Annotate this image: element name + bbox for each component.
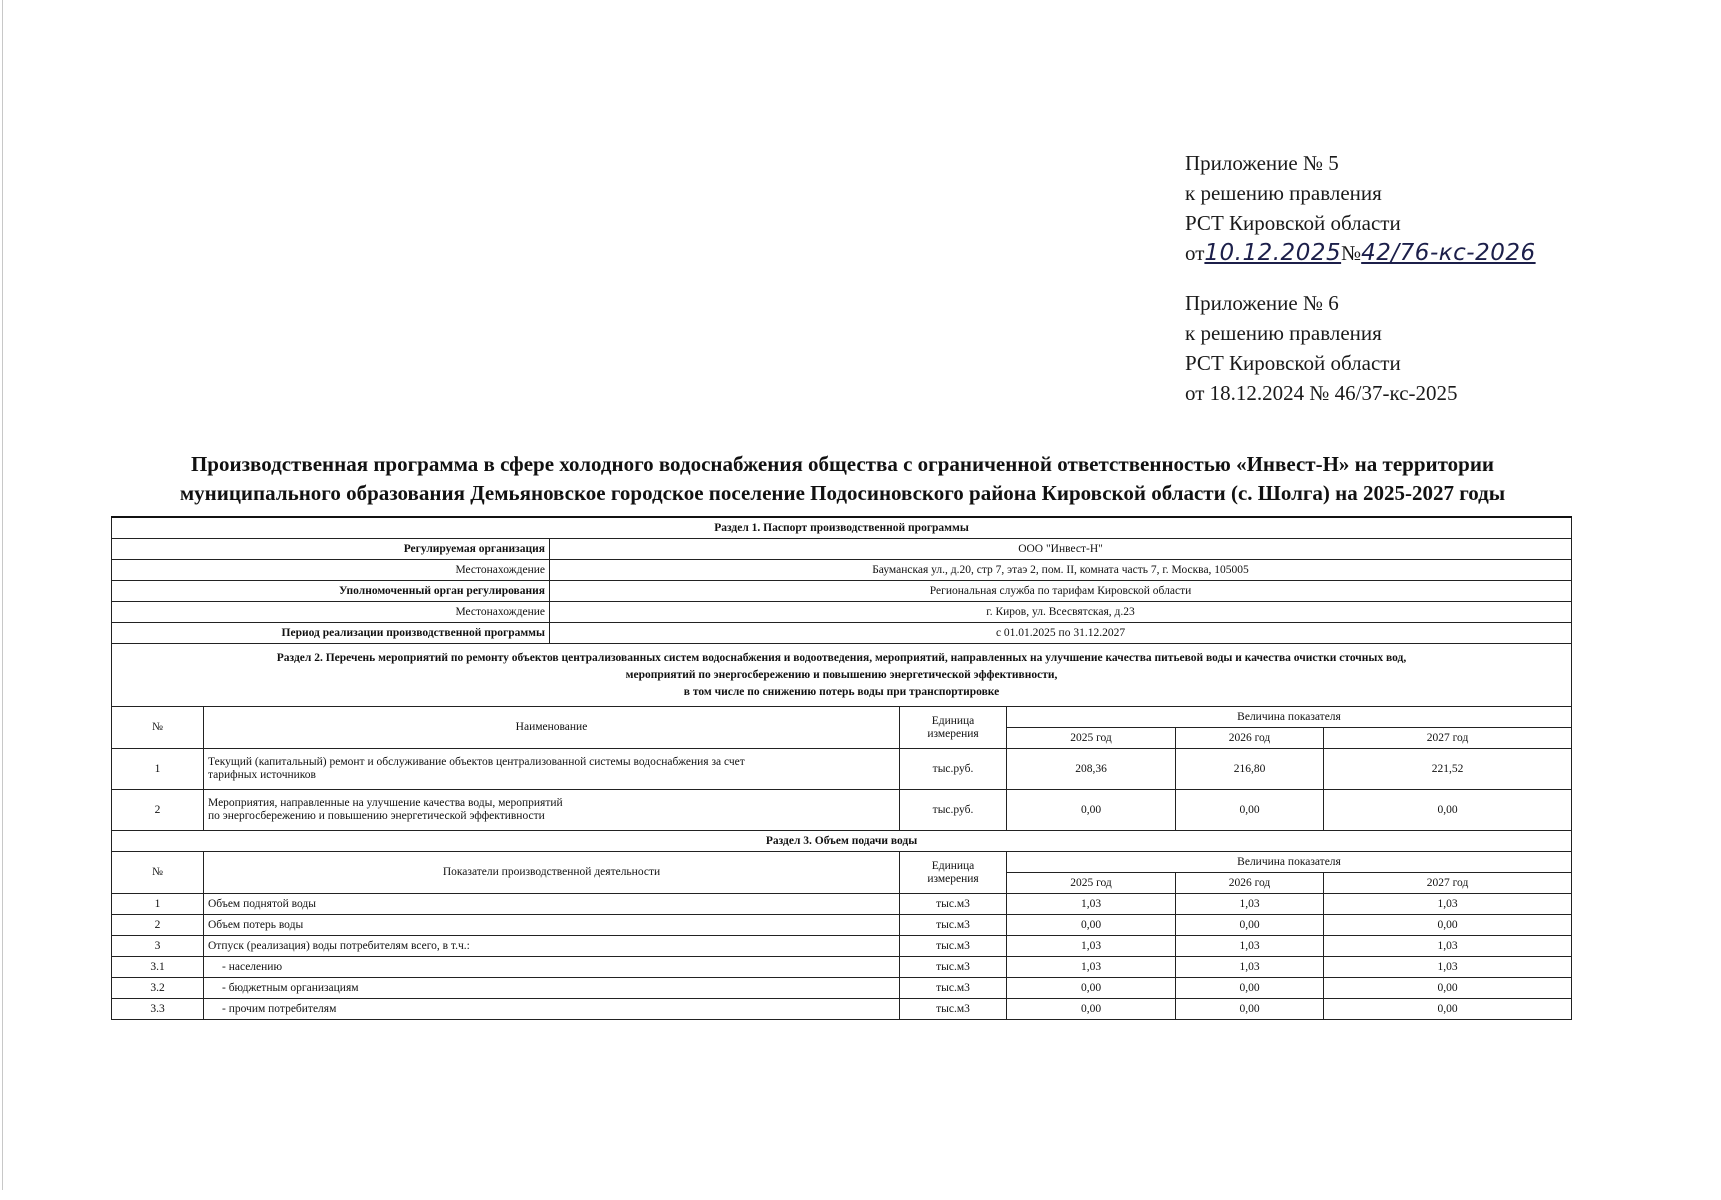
- col-unit-header: [900, 852, 1007, 894]
- row-name: Объем потерь воды: [204, 915, 900, 936]
- document-title-line2: муниципального образования Демьяновское городское поселение Подосиновского района Кировской области (с. Шолга) на 2025-2027 годы: [179, 481, 1506, 505]
- row-number: 3: [112, 936, 204, 957]
- year-header: 2026 год: [1176, 728, 1324, 749]
- col-unit-header: [900, 707, 1007, 749]
- passport-value: Региональная служба по тарифам Кировской области: [550, 581, 1572, 602]
- value-2027: 0,00: [1324, 999, 1572, 1020]
- section2-heading-line2: мероприятий по энергосбережению и повышению энергетической эффективности,: [625, 668, 1058, 681]
- value-2027: 1,03: [1324, 894, 1572, 915]
- value-2026: 0,00: [1176, 790, 1324, 831]
- value-2025: 0,00: [1007, 999, 1176, 1020]
- section3-heading: Раздел 3. Объем подачи воды: [112, 831, 1572, 852]
- row-unit: тыс.м3: [900, 999, 1007, 1020]
- row-number: 2: [112, 915, 204, 936]
- row-name: [204, 749, 900, 790]
- row-name: - прочим потребителям: [204, 999, 900, 1020]
- scan-edge-line: [2, 0, 3, 1190]
- table-row: [112, 936, 1572, 957]
- document-title-line1: Производственная программа в сфере холодного водоснабжения общества с ограниченной ответственностью «Инвест-Н» на территории: [190, 452, 1495, 476]
- passport-label: Уполномоченный орган регулирования: [112, 581, 550, 602]
- appendix-5-title: Приложение № 5: [1185, 151, 1339, 175]
- col-name-header: Показатели производственной деятельности: [204, 852, 900, 894]
- section2-heading-line1: Раздел 2. Перечень мероприятий по ремонту объектов централизованных систем водоснабжения и водоотведения, мероприятий, направленных на улучшение качества питьевой воды и качества очистки сточных вод,: [276, 651, 1407, 664]
- col-unit-header-line1: Единица: [931, 714, 975, 727]
- table-row: [112, 790, 1572, 831]
- appendix-5-number-sign: №: [1341, 241, 1362, 265]
- row-unit: тыс.м3: [900, 936, 1007, 957]
- year-header: 2026 год: [1176, 873, 1324, 894]
- col-value-header: Величина показателя: [1007, 707, 1572, 728]
- passport-label: Местонахождение: [112, 560, 550, 581]
- value-2027: 1,03: [1324, 957, 1572, 978]
- row-name-line1: Текущий (капитальный) ремонт и обслуживание объектов централизованной системы водоснабжения за счет: [208, 756, 745, 768]
- col-unit-header-line1: Единица: [931, 859, 975, 872]
- appendix-5-from: от: [1185, 241, 1205, 265]
- row-number: 1: [112, 894, 204, 915]
- program-table: [111, 516, 1572, 1020]
- row-number: 3.1: [112, 957, 204, 978]
- col-name-header: Наименование: [204, 707, 900, 749]
- row-name: [204, 790, 900, 831]
- table-row: [112, 749, 1572, 790]
- value-2026: 1,03: [1176, 894, 1324, 915]
- value-2027: 0,00: [1324, 790, 1572, 831]
- value-2025: 1,03: [1007, 936, 1176, 957]
- row-number: 3.2: [112, 978, 204, 999]
- value-2026: 0,00: [1176, 978, 1324, 999]
- row-number: 3.3: [112, 999, 204, 1020]
- row-name-line2: тарифных источников: [208, 769, 316, 781]
- table-row: [112, 957, 1572, 978]
- handwritten-number: 42/76-кс-2026: [1361, 240, 1536, 266]
- passport-value: ООО "Инвест-Н": [550, 539, 1572, 560]
- value-2025: 0,00: [1007, 915, 1176, 936]
- value-2025: 0,00: [1007, 790, 1176, 831]
- value-2027: 221,52: [1324, 749, 1572, 790]
- year-header: 2027 год: [1324, 728, 1572, 749]
- value-2025: 208,36: [1007, 749, 1176, 790]
- col-unit-header-line2: измерения: [927, 727, 979, 740]
- year-header: 2025 год: [1007, 873, 1176, 894]
- year-header: 2027 год: [1324, 873, 1572, 894]
- table-row: [112, 978, 1572, 999]
- row-unit: тыс.руб.: [900, 790, 1007, 831]
- row-unit: тыс.м3: [900, 978, 1007, 999]
- col-number-header: №: [112, 707, 204, 749]
- value-2027: 1,03: [1324, 936, 1572, 957]
- appendix-5-block: [1185, 148, 1536, 268]
- appendix-6-title: Приложение № 6: [1185, 291, 1339, 315]
- row-name: Объем поднятой воды: [204, 894, 900, 915]
- document-title: [110, 450, 1575, 508]
- passport-row: [112, 602, 1572, 623]
- section2-heading-line3: в том числе по снижению потерь воды при транспортировке: [683, 685, 1000, 698]
- appendix-5-line3: РСТ Кировской области: [1185, 211, 1401, 235]
- passport-row: [112, 623, 1572, 644]
- table-row: [112, 894, 1572, 915]
- row-name: - бюджетным организациям: [204, 978, 900, 999]
- section1-heading-row: [112, 517, 1572, 539]
- value-2025: 1,03: [1007, 894, 1176, 915]
- passport-label: Регулируемая организация: [112, 539, 550, 560]
- row-unit: тыс.руб.: [900, 749, 1007, 790]
- value-2025: 0,00: [1007, 978, 1176, 999]
- table-row: [112, 915, 1572, 936]
- col-unit-header-line2: измерения: [927, 872, 979, 885]
- value-2026: 1,03: [1176, 936, 1324, 957]
- appendix-6-line3: РСТ Кировской области: [1185, 351, 1401, 375]
- passport-row: [112, 581, 1572, 602]
- section2-heading-row: [112, 644, 1572, 707]
- section2-header-row: [112, 707, 1572, 728]
- passport-value: г. Киров, ул. Всесвятская, д.23: [550, 602, 1572, 623]
- col-number-header: №: [112, 852, 204, 894]
- row-number: 2: [112, 790, 204, 831]
- row-name: - населению: [204, 957, 900, 978]
- table-row: [112, 999, 1572, 1020]
- value-2025: 1,03: [1007, 957, 1176, 978]
- passport-row: [112, 539, 1572, 560]
- row-unit: тыс.м3: [900, 957, 1007, 978]
- value-2026: 216,80: [1176, 749, 1324, 790]
- row-unit: тыс.м3: [900, 894, 1007, 915]
- value-2026: 0,00: [1176, 915, 1324, 936]
- value-2026: 0,00: [1176, 999, 1324, 1020]
- row-number: 1: [112, 749, 204, 790]
- appendix-6-block: [1185, 288, 1458, 408]
- row-name: Отпуск (реализация) воды потребителям всего, в т.ч.:: [204, 936, 900, 957]
- appendix-5-date-line: [1185, 238, 1536, 268]
- section1-heading: Раздел 1. Паспорт производственной программы: [112, 517, 1572, 539]
- section3-heading-row: [112, 831, 1572, 852]
- appendix-5-line2: к решению правления: [1185, 181, 1382, 205]
- handwritten-date: 10.12.2025: [1204, 240, 1342, 266]
- passport-value: с 01.01.2025 по 31.12.2027: [550, 623, 1572, 644]
- passport-label: Период реализации производственной программы: [112, 623, 550, 644]
- value-2026: 1,03: [1176, 957, 1324, 978]
- section2-heading: [112, 644, 1572, 707]
- row-name-line2: по энергосбережению и повышению энергетической эффективности: [208, 810, 545, 822]
- appendix-6-line2: к решению правления: [1185, 321, 1382, 345]
- passport-label: Местонахождение: [112, 602, 550, 623]
- col-value-header: Величина показателя: [1007, 852, 1572, 873]
- row-name-line1: Мероприятия, направленные на улучшение качества воды, мероприятий: [208, 797, 563, 809]
- passport-value: Бауманская ул., д.20, стр 7, этаэ 2, пом. II, комната часть 7, г. Москва, 105005: [550, 560, 1572, 581]
- value-2027: 0,00: [1324, 915, 1572, 936]
- value-2027: 0,00: [1324, 978, 1572, 999]
- year-header: 2025 год: [1007, 728, 1176, 749]
- section3-header-row: [112, 852, 1572, 873]
- passport-row: [112, 560, 1572, 581]
- appendix-6-line4: от 18.12.2024 № 46/37-кс-2025: [1185, 381, 1458, 405]
- row-unit: тыс.м3: [900, 915, 1007, 936]
